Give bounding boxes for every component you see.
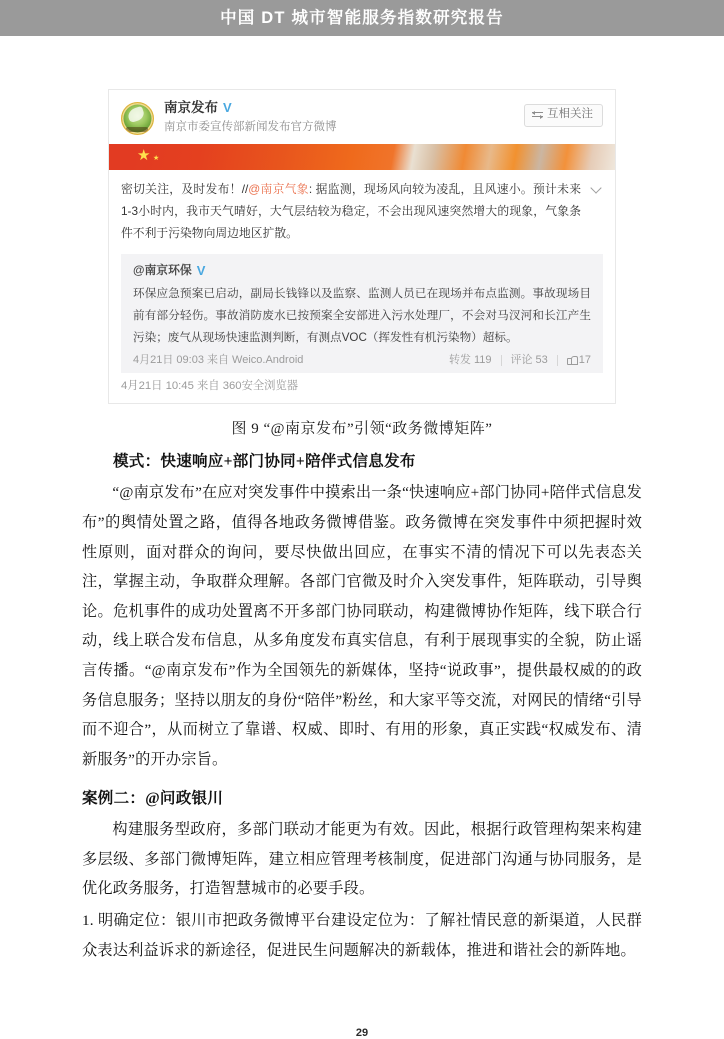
mutual-follow-icon [532, 110, 543, 119]
page-running-header [0, 0, 724, 36]
comment-label: 评论 [510, 354, 533, 367]
repost-count: 119 [473, 354, 492, 367]
figure-weibo-screenshot [0, 89, 724, 404]
comment-stat[interactable] [502, 355, 558, 366]
quoted-account-nickname[interactable]: @南京环保 [133, 263, 192, 278]
flag-star-icon: ★ [137, 147, 151, 164]
post-mention-link[interactable]: @南京气象 [248, 182, 309, 196]
nanjing-release-avatar-icon[interactable] [121, 102, 154, 135]
quoted-post-header [133, 264, 591, 277]
post-text-body: : 据监测，现场风向较为凌乱，且风速小。预计未来1-3小时内，我市天气晴好，大气层结较为稳定，不会出现风速突然增大的现象，气象条件不利于污染物向周边地区扩散。 [121, 182, 581, 240]
flag-star-small-icon: ★ [153, 155, 160, 162]
like-stat[interactable] [558, 355, 591, 366]
verified-badge-icon: V [223, 100, 232, 116]
case-heading: 案例二：@问政银川 [82, 789, 224, 807]
weibo-post-timestamp: 4月21日 10:45 来自 360安全浏览器 [121, 380, 299, 393]
mutual-follow-button[interactable] [524, 104, 603, 127]
paragraph-one: “@南京发布”在应对突发事件中摸索出一条“快速响应+部门协同+陪伴式信息发布”的舆情处置之路，值得各地政务微博借鉴。政务微博在突发事件中须把握时效性原则，面对群众的询问，要尽快做出回应，在事实不清的情况下可以先表态关注，掌握主动，争取群众理解。各部门官微及时介入突发事件，矩阵联动，引导舆论。危机事件的成功处置离不开多部门协同联动，构建微博协作矩阵，线下联合行动，线上联合发布信息，从多角度发布真实信息，有利于展现事实的全貌，防止谣言传播。“@南京发布”作为全国领先的新媒体，坚持“说政事”，提供最权威的的政务信息服务；坚持以朋友的身份“陪伴”粉丝，和大家平等交流，对网民的情绪“引导而不迎合”，从而树立了靠谱、权威、即时、有用的形象，真正实践“权威发布、清新服务”的开办宗旨。 [82, 484, 642, 768]
page-body [0, 89, 724, 1039]
repost-label: 转发 [448, 354, 471, 367]
document-prose [82, 447, 642, 965]
paragraph-three: 1. 明确定位：银川市把政务微博平台建设定位为：了解社情民意的新渠道，人民群众表达利益诉求的新途径，促进民生问题解决的新载体，推进和谐社会的新阵地。 [82, 911, 642, 959]
weibo-post-card [108, 89, 616, 404]
repost-stat[interactable] [440, 355, 502, 366]
mutual-follow-label: 互相关注 [547, 108, 593, 120]
chevron-down-icon[interactable] [591, 183, 603, 195]
paragraph-two: 构建服务型政府，多部门联动才能更为有效。因此，根据行政管理构架来构建多层级、多部门微博矩阵，建立相应管理考核制度，促进部门沟通与协同服务，是优化政务服务，打造智慧城市的必要手段。 [82, 821, 642, 898]
weibo-account-description: 南京市委宣传部新闻发布官方微博 [164, 120, 337, 133]
page-number: 29 [355, 1027, 369, 1039]
page-title: 中国 DT 城市智能服务指数研究报告 [220, 8, 504, 27]
quoted-post-timestamp: 4月21日 09:03 来自 Weico.Android [133, 354, 304, 367]
quoted-post-stats [440, 355, 591, 366]
weibo-post-text [109, 170, 615, 252]
quoted-post-meta [133, 355, 591, 366]
quoted-post-text: 环保应急预案已启动，副局长钱锋以及监察、监测人员已在现场并布点监测。事故现场目前有部分轻伤。事故消防废水已按预案全安部进入污水处理厂，不会对马汊河和长江产生污染；废气从现场快速监测判断，有测点VOC（挥发性有机污染物）超标。 [133, 287, 591, 345]
weibo-account-nickname[interactable]: 南京发布 [164, 100, 218, 115]
mode-heading: 模式：快速响应+部门协同+陪伴式信息发布 [113, 452, 416, 470]
quoted-verified-badge-icon: V [196, 263, 206, 279]
post-text-lead: 密切关注，及时发布！// [121, 182, 249, 196]
weibo-card-header [109, 90, 615, 144]
figure-caption: 图 9 “@南京发布”引领“政务微博矩阵” [231, 420, 493, 437]
weibo-post-photo[interactable] [109, 144, 615, 170]
weibo-quoted-post [121, 254, 603, 373]
comment-count: 53 [535, 354, 548, 367]
thumbs-up-icon [567, 356, 576, 365]
like-count: 17 [578, 354, 591, 367]
